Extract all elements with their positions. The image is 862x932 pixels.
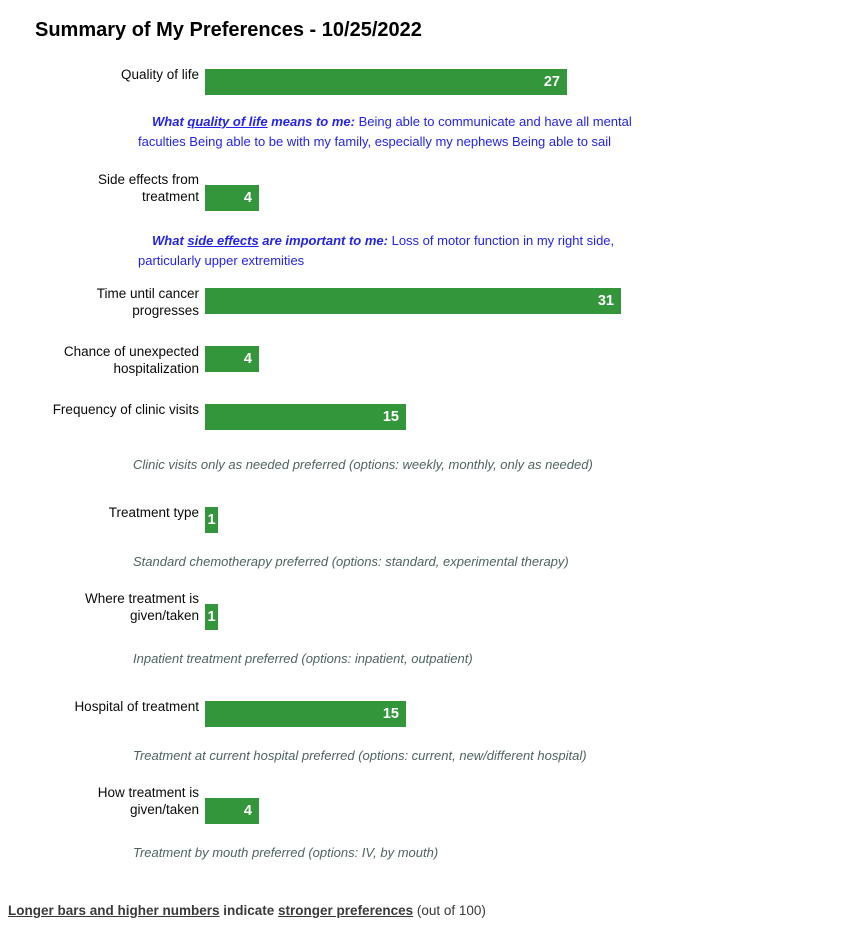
note-lead: What [152, 233, 188, 248]
bar-value: 4 [243, 351, 252, 367]
preference-row [0, 69, 862, 95]
bar-label: Hospital of treatment [74, 699, 199, 714]
preference-row [0, 404, 862, 430]
note-body: Being able to communicate and have all mental faculties Being able to be with my family, especially my nephews Being able to sail [138, 114, 632, 149]
preference-row [0, 507, 862, 533]
how-treatment-option-note: Treatment by mouth preferred (options: IV, by mouth) [133, 845, 439, 860]
preference-bar [205, 798, 259, 824]
preference-bar [205, 185, 259, 211]
preference-row [0, 172, 862, 211]
bar-label: Treatment type [108, 505, 199, 520]
bar-value: 4 [243, 803, 252, 819]
treatment-type-option-note: Standard chemotherapy preferred (options: standard, experimental therapy) [133, 554, 569, 569]
bar-value: 1 [207, 609, 216, 625]
chart-footnote [8, 902, 486, 919]
bar-label: Side effects from treatment [97, 172, 199, 204]
preference-bar [205, 507, 218, 533]
bar-value: 15 [382, 409, 399, 425]
preference-row [0, 701, 862, 727]
preference-row [0, 344, 862, 376]
footnote-bold-underline-1: Longer bars and higher numbers [8, 903, 220, 918]
preference-bar [205, 701, 406, 727]
note-lead-tail: means to me: [267, 114, 355, 129]
bar-label: How treatment is given/taken [97, 785, 199, 817]
note-underlined-term: side effects [187, 233, 259, 248]
footnote-normal-tail: (out of 100) [413, 903, 486, 918]
note-lead: What [152, 114, 188, 129]
side-effects-importance-note [138, 231, 653, 271]
preference-bar [205, 288, 621, 314]
preference-row [0, 785, 862, 824]
bar-label: Quality of life [120, 67, 199, 82]
clinic-visits-option-note: Clinic visits only as needed preferred (options: weekly, monthly, only as needed) [133, 457, 593, 472]
bar-label: Where treatment is given/taken [84, 591, 199, 623]
bar-value: 4 [243, 190, 252, 206]
page-title: Summary of My Preferences - 10/25/2022 [35, 19, 422, 42]
footnote-bold-mid: indicate [219, 903, 279, 918]
note-lead-tail: are important to me: [258, 233, 388, 248]
bar-value: 15 [382, 706, 399, 722]
preference-bar [205, 346, 259, 372]
quality-of-life-meaning-note [138, 112, 653, 152]
note-underlined-term: quality of life [187, 114, 268, 129]
preference-bar [205, 69, 567, 95]
bar-value: 31 [597, 293, 614, 309]
bar-label: Time until cancer progresses [96, 286, 199, 318]
preference-bar [205, 604, 218, 630]
preference-bar [205, 404, 406, 430]
bar-value: 1 [207, 512, 216, 528]
bar-label: Chance of unexpected hospitalization [63, 344, 199, 376]
where-treatment-option-note: Inpatient treatment preferred (options: inpatient, outpatient) [133, 651, 473, 666]
footnote-bold-underline-2: stronger preferences [278, 903, 414, 918]
bar-label: Frequency of clinic visits [52, 402, 199, 417]
preference-row [0, 591, 862, 630]
hospital-option-note: Treatment at current hospital preferred (options: current, new/different hospital) [133, 748, 587, 763]
preference-row [0, 286, 862, 318]
bar-value: 27 [543, 74, 560, 90]
note-body: Loss of motor function in my right side, particularly upper extremities [138, 233, 615, 268]
